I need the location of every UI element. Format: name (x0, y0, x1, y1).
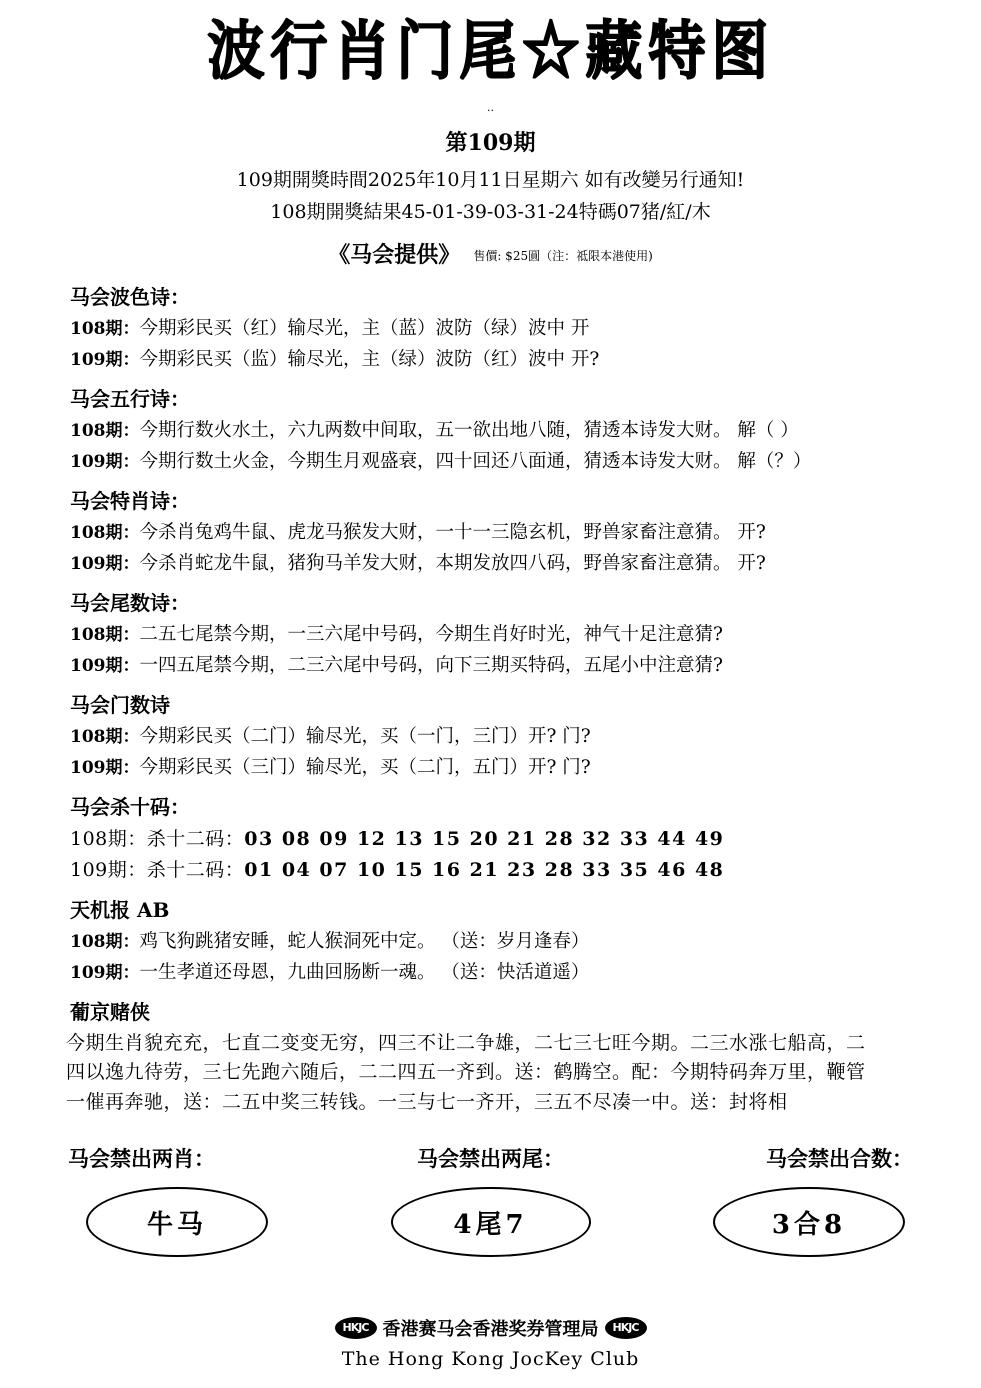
draw-time: 109期開獎時間2025年10月11日星期六 如有改變另行通知! (236, 169, 745, 191)
section-tianji-ab (60, 894, 921, 984)
verse-line (70, 549, 921, 575)
footer (0, 1315, 981, 1370)
section-kill-codes (60, 791, 921, 882)
masthead (60, 0, 921, 117)
verse-issue-label: 108期： (70, 932, 140, 952)
section-title: 天机报 AB (70, 898, 170, 922)
section-title: 马会杀十码： (70, 795, 190, 819)
kill-code-line (70, 824, 921, 851)
verse-line (70, 722, 921, 748)
footer-org-name: 香港赛马会香港奖券管理局 (382, 1319, 599, 1340)
verse-issue-label: 108期： (70, 319, 140, 339)
pujing-paragraph-line: 一催再奔驰，送：二五中奖三转钱。一三与七一齐开，三五不尽凑一中。送：封将相 (66, 1090, 788, 1113)
verse-line (70, 620, 921, 646)
verse-issue-label: 109期： (70, 963, 140, 983)
verse-issue-label: 108期： (70, 523, 140, 543)
verse-issue-label: 108期： (70, 421, 140, 441)
section-title: 马会五行诗： (70, 387, 190, 411)
verse-line (70, 416, 921, 442)
forbidden-block-tail (350, 1143, 632, 1257)
pujing-paragraph-line: 四以逸九待劳，三七先跑六随后，二二四五一齐到。送：鹤腾空。配：今期特码奔万里，鞭管 (66, 1061, 866, 1084)
last-draw-result: 108期開獎結果45-01-39-03-31-24特碼07猪/紅/木 (270, 201, 711, 223)
price-note: 售價: $25圓（注：祗限本港使用) (473, 249, 653, 263)
provider-row (60, 238, 921, 269)
hkjc-logo-icon: HKJC (605, 1317, 647, 1339)
forbidden-row (60, 1143, 921, 1257)
verse-line (70, 753, 921, 779)
verse-text: 今期行数土火金，今期生月观盛衰，四十回还八面通，猜透本诗发大财。 解（？） (139, 451, 812, 472)
verse-issue-label: 108期： (70, 727, 140, 747)
section-pujing-duxia (60, 996, 921, 1117)
section-title: 马会波色诗： (70, 285, 190, 309)
forbidden-value-oval: 牛马 (86, 1187, 268, 1257)
kill-issue-label: 109期： (70, 859, 147, 881)
forbidden-label: 马会禁出合数： (766, 1146, 914, 1172)
section-title: 马会尾数诗： (70, 591, 190, 615)
kill-issue-label: 108期： (70, 828, 147, 850)
verse-line (70, 314, 921, 340)
section-bose-shi (60, 281, 921, 371)
section-weishu-shi (60, 587, 921, 677)
kill-numbers: 03 08 09 12 13 15 20 21 28 32 33 44 49 (244, 828, 725, 850)
verse-text: 鸡飞狗跳猪安睡，蛇人猴洞死中定。 （送：岁月逢春） (139, 931, 590, 952)
decorative-dots: ·· (487, 104, 494, 117)
forbidden-block-zodiac (68, 1143, 350, 1257)
section-title: 葡京赌侠 (70, 1000, 150, 1024)
verse-text: 今期行数火水土，六九两数中间取，五一欲出地八随，猜透本诗发大财。 解（ ） (139, 420, 799, 441)
verse-text: 今期彩民买（二门）输尽光，买（一门，三门）开? 门? (139, 726, 591, 747)
verse-issue-label: 109期： (70, 656, 140, 676)
footer-org-row (0, 1315, 981, 1341)
footer-english-name: The Hong Kong JocKey Club (341, 1348, 640, 1370)
verse-line (70, 651, 921, 677)
pujing-paragraph-line: 今期生肖貌充充，七直二变变无穷，四三不让二争雄，二七三七旺今期。二三水涨七船高，二 (66, 1032, 866, 1054)
kill-prefix: 杀十二码： (146, 859, 245, 881)
verse-text: 今期彩民买（三门）输尽光，买（二门，五门）开? 门? (139, 757, 591, 778)
verse-text: 一四五尾禁今期，二三六尾中号码，向下三期买特码，五尾小中注意猜? (139, 655, 723, 676)
verse-issue-label: 109期： (70, 350, 140, 370)
verse-issue-label: 109期： (70, 758, 140, 778)
verse-line (70, 927, 921, 953)
verse-line (70, 518, 921, 544)
forbidden-value-oval: 3合8 (713, 1187, 905, 1257)
kill-code-line (70, 855, 921, 882)
kill-numbers: 01 04 07 10 15 16 21 23 28 33 35 46 48 (244, 859, 725, 881)
verse-line (70, 958, 921, 984)
verse-line (70, 447, 921, 473)
provider-label: 《马会提供》 (328, 242, 461, 268)
issue-number: 第109期 (445, 130, 536, 156)
section-wuxing-shi (60, 383, 921, 473)
section-title: 马会特肖诗： (70, 489, 190, 513)
masthead-title: 波行肖门尾☆藏特图 (207, 12, 774, 89)
section-texiao-shi (60, 485, 921, 575)
section-menshu-shi (60, 689, 921, 779)
section-title: 马会门数诗 (70, 693, 170, 717)
forbidden-label: 马会禁出两肖： (68, 1146, 215, 1172)
verse-issue-label: 109期： (70, 452, 140, 472)
verse-text: 一生孝道还母恩，九曲回肠断一魂。 （送：快活道遥） (139, 962, 590, 983)
kill-prefix: 杀十二码： (146, 828, 245, 850)
forbidden-block-sum (631, 1143, 913, 1257)
verse-issue-label: 109期： (70, 554, 140, 574)
verse-text: 今期彩民买（监）输尽光，主（绿）波防（红）波中 开? (139, 349, 600, 370)
verse-text: 今杀肖蛇龙牛鼠，猪狗马羊发大财，本期发放四八码，野兽家畜注意猜。 开? (139, 553, 766, 574)
verse-text: 今期彩民买（红）输尽光，主（蓝）波防（绿）波中 开 (139, 318, 590, 339)
forbidden-label: 马会禁出两尾： (417, 1146, 564, 1172)
verse-text: 今杀肖兔鸡牛鼠、虎龙马猴发大财，一十一三隐玄机，野兽家畜注意猜。 开? (139, 522, 766, 543)
hkjc-logo-icon: HKJC (335, 1317, 377, 1339)
forbidden-value-oval: 4尾7 (391, 1187, 591, 1257)
verse-text: 二五七尾禁今期，一三六尾中号码，今期生肖好时光，神气十足注意猜? (139, 624, 723, 645)
verse-line (70, 345, 921, 371)
verse-issue-label: 108期： (70, 625, 140, 645)
